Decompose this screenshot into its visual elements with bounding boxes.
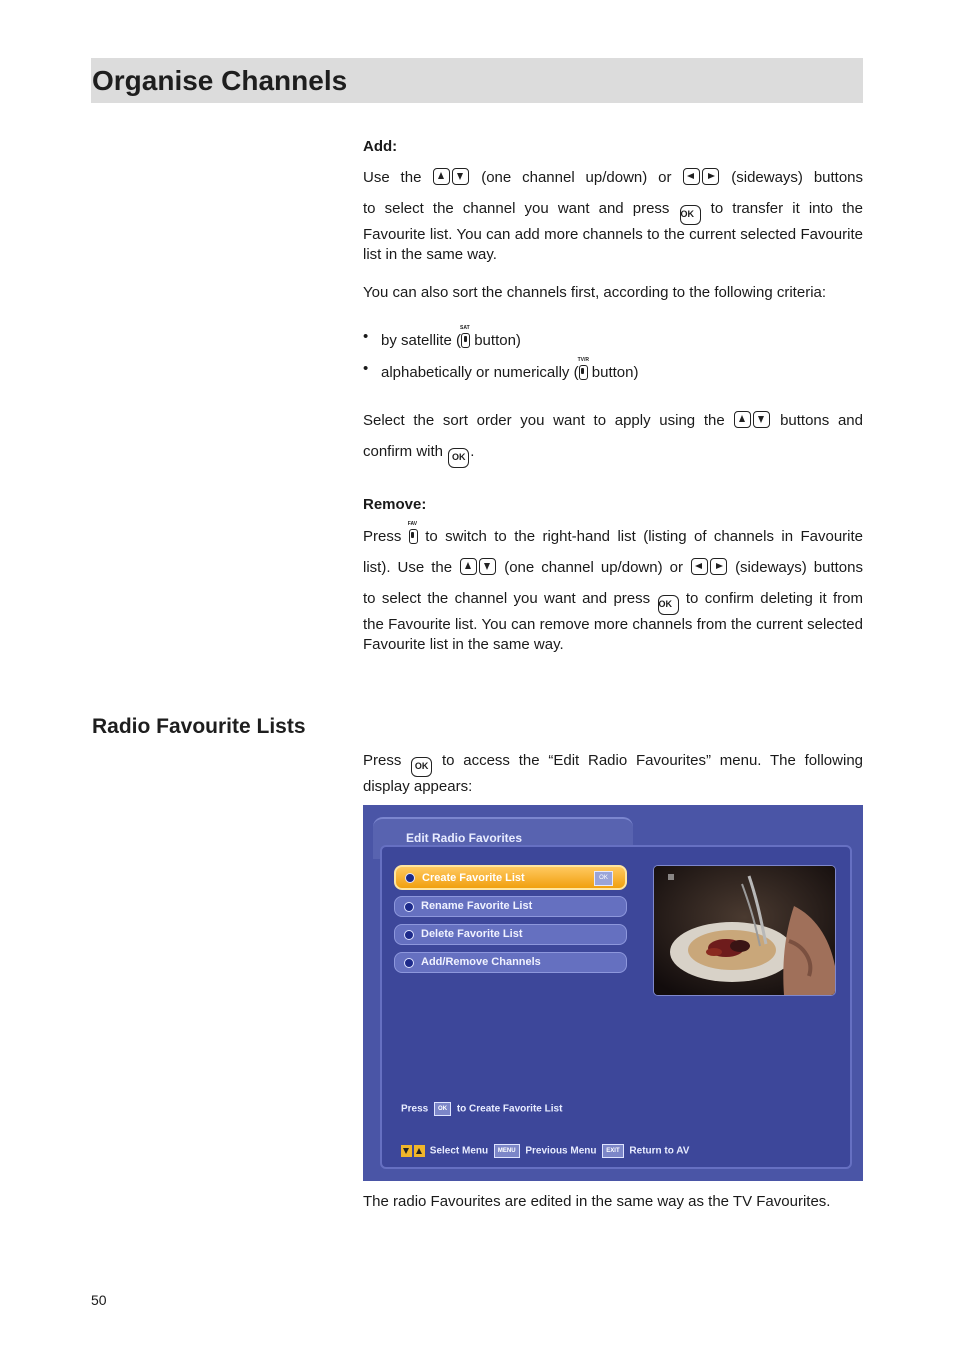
remove-line-2 — [363, 558, 863, 578]
key-label: FAV — [407, 521, 418, 527]
add-line-1 — [363, 168, 863, 188]
exit-key-icon: EXIT — [602, 1144, 623, 1158]
text: to switch to the right-hand list (listing of channels in Favourite — [425, 528, 864, 545]
text: to transfer it into the — [710, 200, 863, 217]
text: Select the sort order you want to apply using the — [363, 412, 725, 429]
add-sort-line-2 — [363, 442, 863, 468]
page-header — [91, 58, 863, 103]
ok-key-icon: OK — [658, 595, 679, 615]
menu-item-label: Create Favorite List — [422, 872, 525, 884]
radio-caption: The radio Favourites are edited in the same way as the TV Favourites. — [363, 1193, 831, 1210]
bullet-icon — [405, 873, 415, 883]
screenshot-title: Edit Radio Favorites — [406, 831, 523, 845]
ok-key-icon: OK — [411, 757, 432, 777]
remote-sat-key-icon — [460, 325, 470, 348]
right-key-icon — [702, 168, 719, 185]
add-line-2 — [363, 199, 863, 225]
ok-key-icon: OK — [680, 205, 701, 225]
menu-item-create-favorite-list[interactable] — [394, 865, 627, 890]
text: button) — [474, 332, 521, 349]
add-line-3: Favourite list. You can add more channels to the current selected Favourite list in the same way. — [363, 226, 863, 263]
bullet-satellite — [363, 327, 863, 351]
up-key-icon — [414, 1145, 425, 1157]
text: Return to AV — [629, 1145, 690, 1157]
remove-section — [363, 495, 863, 655]
text: . — [470, 443, 475, 460]
menu-item-label: Delete Favorite List — [421, 928, 523, 940]
text: Previous Menu — [525, 1145, 597, 1157]
add-sort-intro: You can also sort the channels first, according to the following criteria: — [363, 284, 827, 301]
text: Press — [401, 1103, 429, 1115]
menu-screenshot — [363, 805, 863, 1181]
radio-heading: Radio Favourite Lists — [92, 715, 306, 738]
menu-item-label: Rename Favorite List — [421, 900, 533, 912]
menu-item-label: Add/Remove Channels — [421, 956, 541, 968]
add-heading: Add: — [363, 138, 398, 155]
remove-line-4: the Favourite list. You can remove more channels from the current selected Favourite list in the same way. — [363, 616, 863, 653]
text: list). Use the — [363, 559, 453, 576]
bullet-icon — [404, 902, 414, 912]
text: (one channel up/down) or — [504, 559, 683, 576]
screenshot-footer — [401, 1144, 689, 1158]
text: button) — [591, 364, 639, 381]
ok-badge-icon: OK — [594, 871, 613, 886]
up-key-icon — [460, 558, 477, 575]
ok-key-icon: OK — [448, 448, 469, 468]
video-preview-image — [654, 866, 835, 995]
page-title: Organise Channels — [92, 65, 348, 96]
menu-key-icon: MENU — [494, 1144, 520, 1158]
text: by satellite ( — [381, 332, 462, 349]
text: (sideways) buttons — [735, 559, 863, 576]
menu-item-delete-favorite-list[interactable] — [394, 924, 627, 945]
down-key-icon — [753, 411, 770, 428]
text: Press — [363, 752, 402, 769]
up-key-icon — [734, 411, 751, 428]
page-number: 50 — [91, 1292, 107, 1308]
remote-fav-key-icon — [407, 521, 418, 544]
video-preview — [653, 865, 836, 996]
add-sort-line-1 — [363, 411, 863, 431]
down-key-icon — [479, 558, 496, 575]
remove-heading: Remove: — [363, 496, 427, 513]
text: Use the — [363, 169, 422, 186]
remote-tvr-key-icon — [577, 357, 589, 380]
bullet-alpha — [363, 359, 863, 383]
radio-intro — [363, 751, 863, 797]
up-key-icon — [433, 168, 450, 185]
down-key-icon — [452, 168, 469, 185]
text: to confirm deleting it from — [685, 590, 863, 607]
menu-item-add-remove-channels[interactable] — [394, 952, 627, 973]
left-key-icon — [683, 168, 700, 185]
left-key-icon — [691, 558, 708, 575]
text: confirm with — [363, 443, 444, 460]
remove-line-1 — [363, 523, 863, 547]
text: Select Menu — [429, 1145, 489, 1157]
text: buttons and — [780, 412, 863, 429]
key-label: TV/R — [577, 357, 589, 363]
bullet-icon — [404, 930, 414, 940]
text: to access the “Edit Radio Favourites” menu. The following display appears: — [363, 752, 863, 795]
text: (one channel up/down) or — [481, 169, 672, 186]
text: (sideways) buttons — [731, 169, 864, 186]
text: to select the channel you want and press — [363, 200, 670, 217]
text: Press — [363, 528, 402, 545]
ok-key-icon: OK — [434, 1102, 451, 1116]
bullet-icon — [404, 958, 414, 968]
add-section — [363, 137, 863, 468]
remove-line-3 — [363, 589, 863, 615]
screenshot-hint — [401, 1102, 562, 1116]
text: alphabetically or numerically ( — [381, 364, 579, 381]
right-key-icon — [710, 558, 727, 575]
menu-item-rename-favorite-list[interactable] — [394, 896, 627, 917]
down-key-icon — [401, 1145, 412, 1157]
text: to Create Favorite List — [456, 1103, 563, 1115]
text: to select the channel you want and press — [363, 590, 651, 607]
key-label: SAT — [460, 325, 470, 331]
